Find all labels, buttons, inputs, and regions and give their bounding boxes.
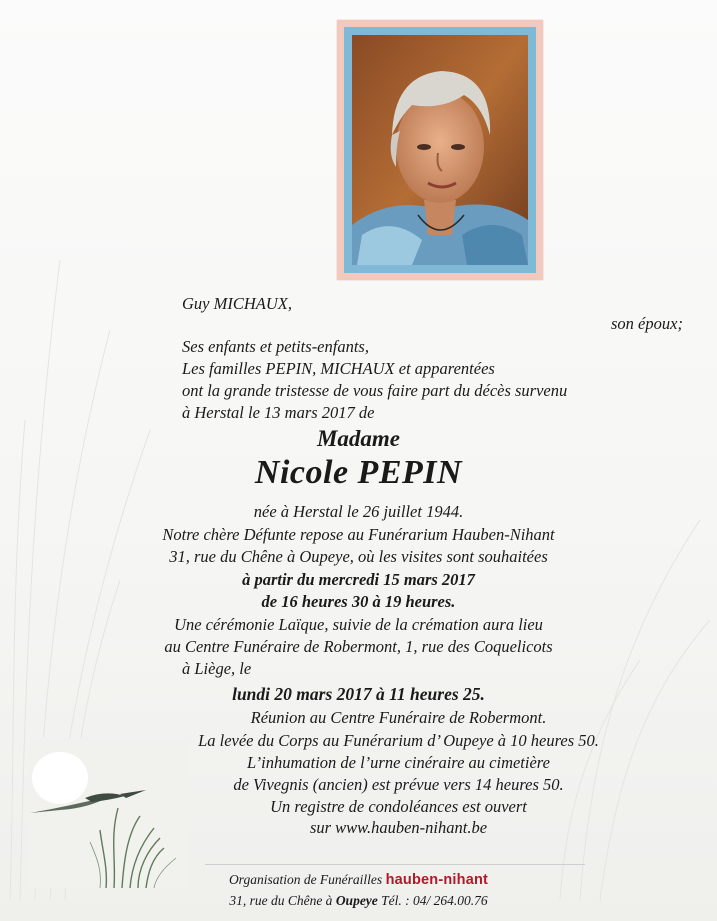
footer-org-prefix: Organisation de Funérailles xyxy=(228,872,383,887)
meeting-info: Réunion au Centre Funéraire de Robermont. xyxy=(250,708,547,727)
burial-line-2: de Vivegnis (ancien) est prévue vers 14 heures 50. xyxy=(233,775,564,794)
footer-address xyxy=(0,893,717,909)
footer-phone: Tél. : 04/ 264.00.76 xyxy=(381,893,488,908)
visit-date: à partir du mercredi 15 mars 2017 xyxy=(242,570,475,589)
family-line-2: Les familles PEPIN, MICHAUX et apparentées xyxy=(182,359,495,378)
footer-address-prefix: 31, rue du Chêne à xyxy=(229,893,333,908)
body-departure: La levée du Corps au Funérarium d’ Oupeye à 10 heures 50. xyxy=(198,731,599,750)
portrait-mat xyxy=(344,27,536,273)
portrait-photo xyxy=(352,35,528,265)
deceased-title: Madame xyxy=(316,426,401,451)
ceremony-line-1: Une cérémonie Laïque, suivie de la crémation aura lieu xyxy=(174,615,543,634)
heron-reeds-illustration xyxy=(30,738,190,888)
registry-website: sur www.hauben-nihant.be xyxy=(309,818,488,837)
burial-line-1: L’inhumation de l’urne cinéraire au cimetière xyxy=(247,753,550,772)
spouse-role: son époux; xyxy=(611,314,683,333)
ceremony-line-3: à Liège, le xyxy=(182,659,252,678)
funeral-home-logo: hauben-nihant xyxy=(385,872,489,888)
rest-line-1: Notre chère Défunte repose au Funérarium Hauben-Nihant xyxy=(162,525,555,544)
death-place-date: à Herstal le 13 mars 2017 de xyxy=(182,403,375,422)
footer-town: Oupeye xyxy=(335,893,378,908)
registry-line: Un registre de condoléances est ouvert xyxy=(270,797,527,816)
announcement-line: ont la grande tristesse de vous faire part du décès survenu xyxy=(182,381,568,400)
footer-divider xyxy=(205,864,585,865)
ceremony-date: lundi 20 mars 2017 à 11 heures 25. xyxy=(232,684,485,704)
deceased-name: Nicole PEPIN xyxy=(254,454,463,491)
visit-hours: de 16 heures 30 à 19 heures. xyxy=(261,592,456,611)
birth-info: née à Herstal le 26 juillet 1944. xyxy=(253,502,464,521)
portrait-frame xyxy=(337,20,543,280)
spouse-name: Guy MICHAUX, xyxy=(182,294,292,313)
footer-organisation xyxy=(0,872,717,888)
family-line-1: Ses enfants et petits-enfants, xyxy=(182,337,369,356)
rest-line-2: 31, rue du Chêne à Oupeye, où les visites sont souhaitées xyxy=(169,547,548,566)
ceremony-line-2: au Centre Funéraire de Robermont, 1, rue des Coquelicots xyxy=(164,637,553,656)
